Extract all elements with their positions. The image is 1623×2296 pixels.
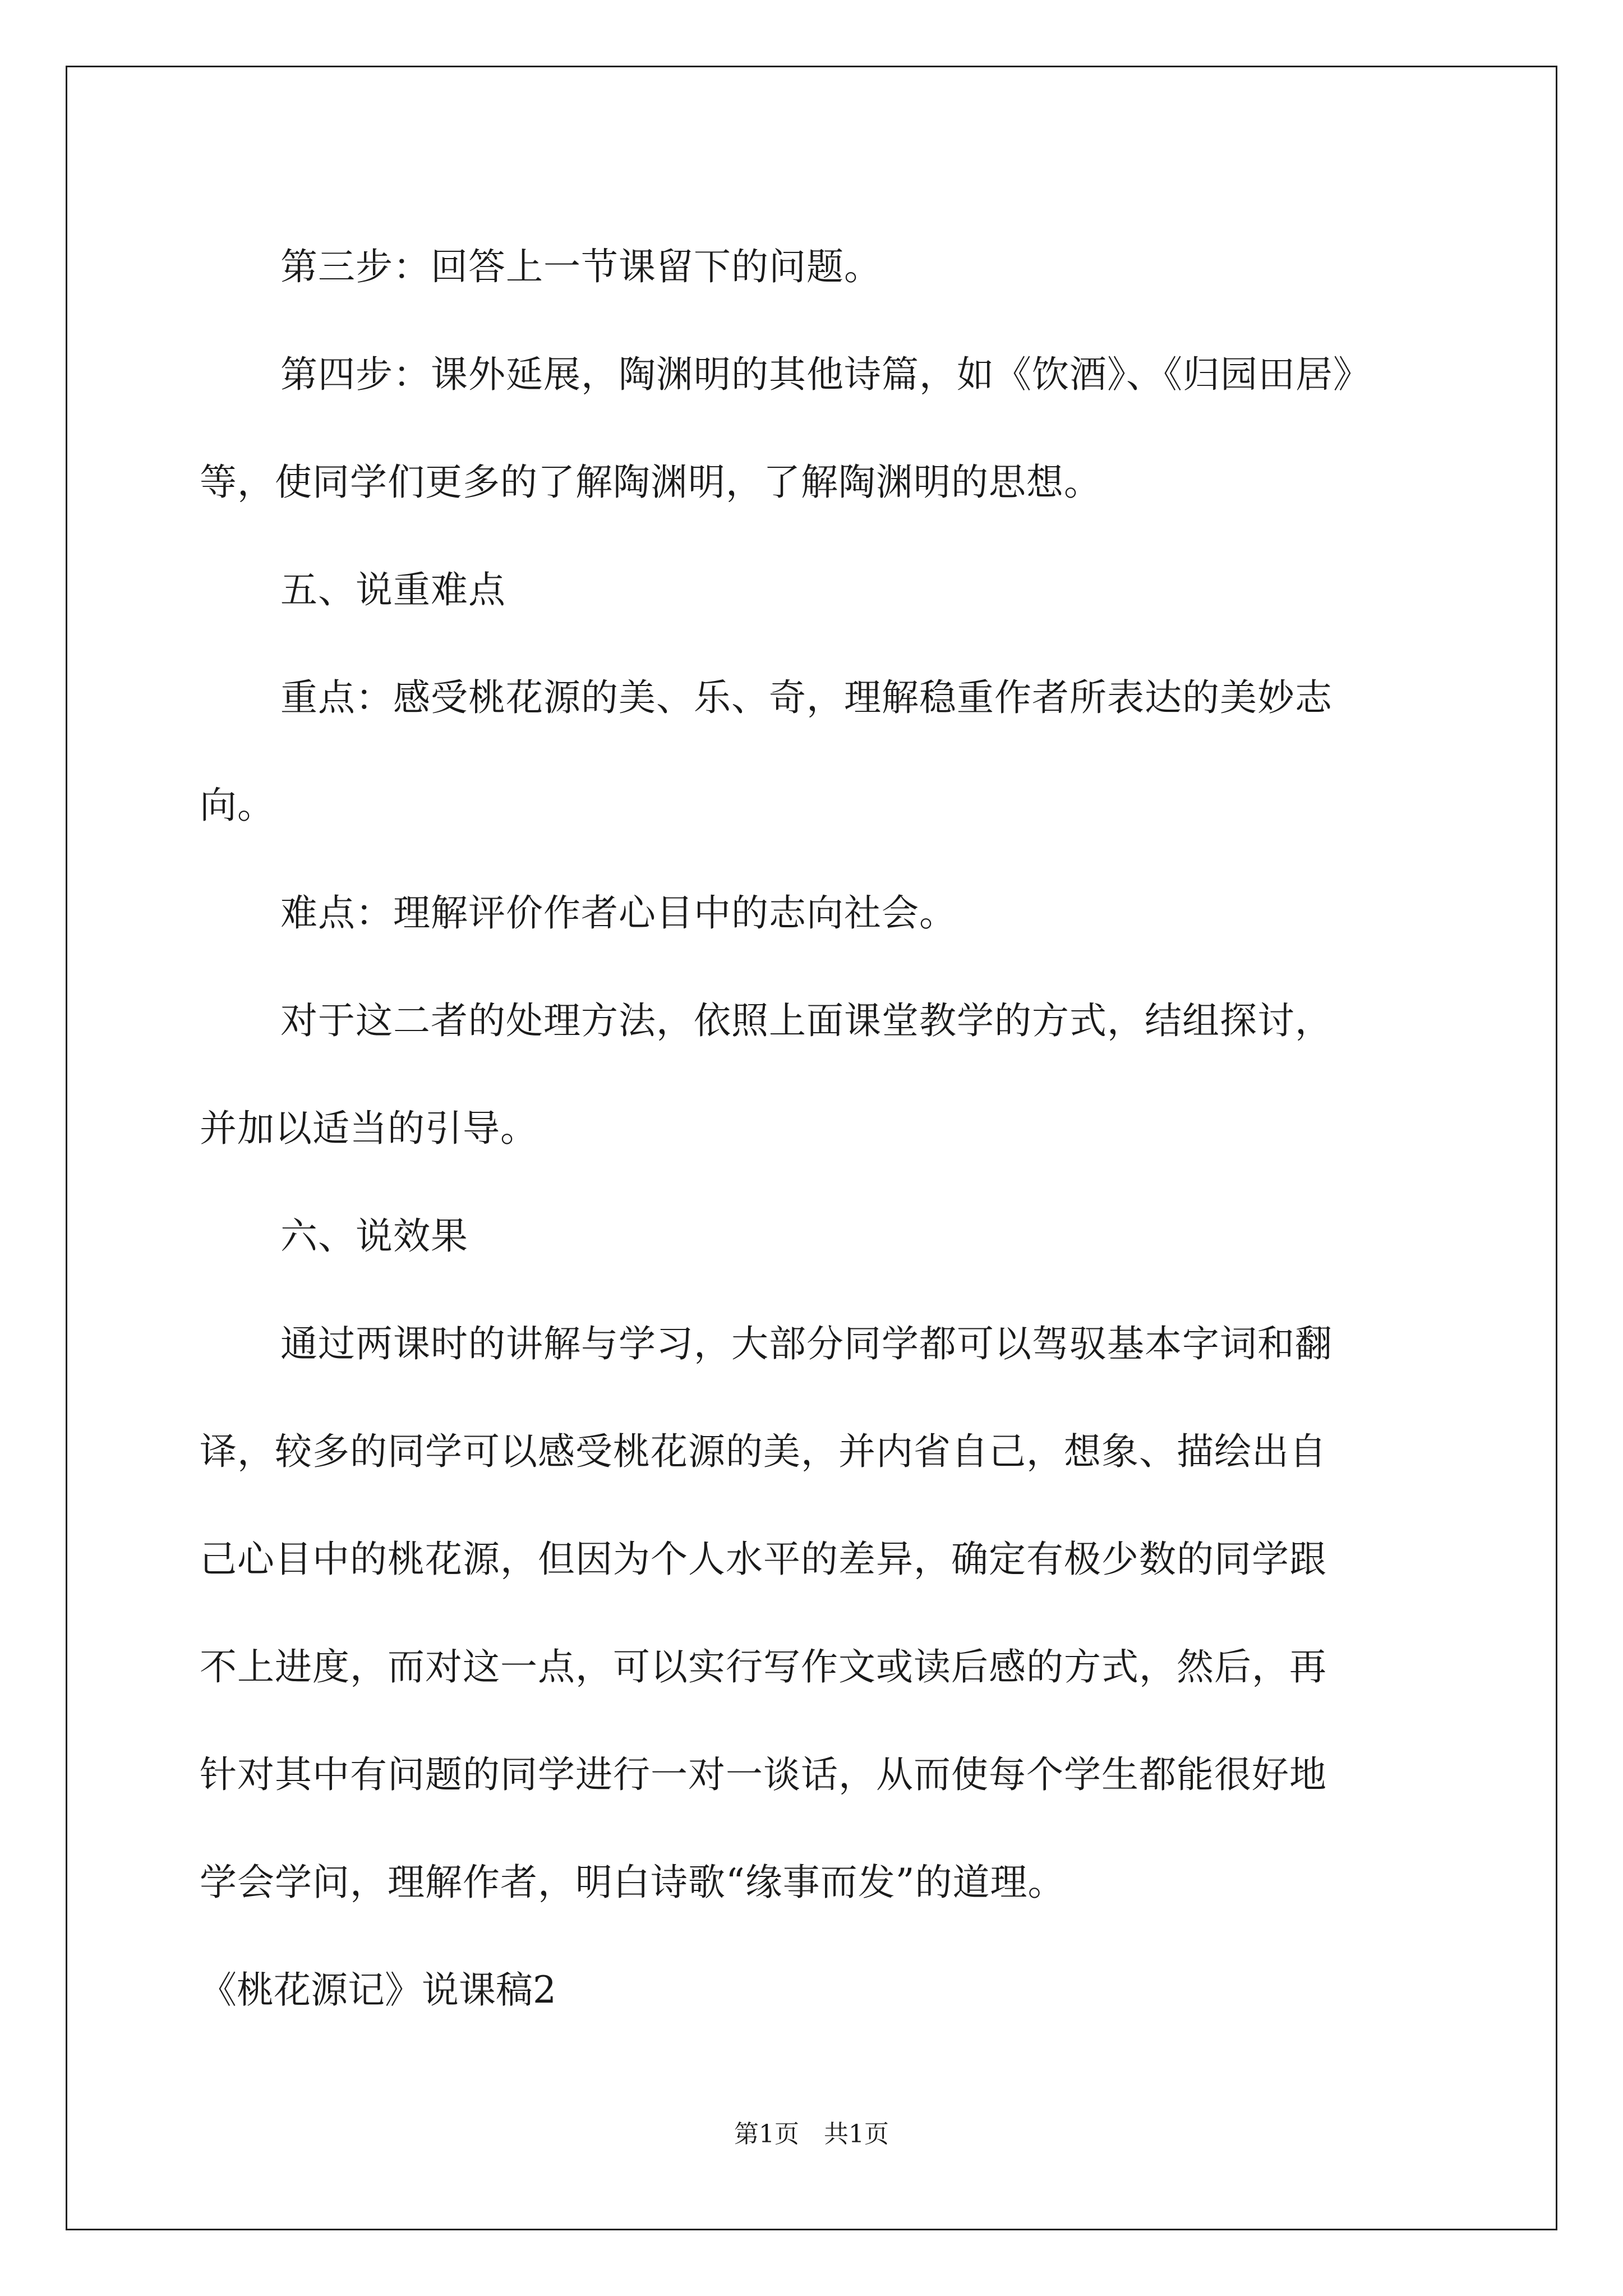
heading-effect: [200, 1182, 1428, 1290]
page-number-footer: 第1页 共1页: [734, 2120, 889, 2148]
text-line: 第三步：回答上一节课留下的问题。: [280, 245, 882, 288]
paragraph-key-point: [200, 644, 1428, 859]
paragraph-difficulty: [200, 859, 1428, 967]
text-line: 重点：感受桃花源的美、乐、奇，理解稳重作者所表达的美妙志: [280, 676, 1332, 719]
text-line: 第四步：课外延展，陶渊明的其他诗篇，如《饮酒》、《归园田居》: [280, 353, 1371, 396]
text-line: 对于这二者的处理方法，依照上面课堂教学的方式，结组探讨，: [280, 999, 1332, 1042]
text-line: 不上进度，而对这一点，可以实行写作文或读后感的方式，然后，再: [200, 1645, 1327, 1688]
text-line: 并加以适当的引导。: [200, 1107, 538, 1150]
text-line: 己心目中的桃花源，但因为个人水平的差异，确定有极少数的同学跟: [200, 1538, 1327, 1581]
paragraph-step-three: [200, 213, 1428, 321]
text-line: 向。: [200, 784, 275, 827]
text-line: 学会学问，理解作者，明白诗歌“缘事而发”的道理。: [200, 1861, 1066, 1904]
document-body: [200, 213, 1428, 2044]
text-line: 等，使同学们更多的了解陶渊明，了解陶渊明的思想。: [200, 461, 1101, 504]
document-section-title: 《桃花源记》说课稿2: [200, 1968, 556, 2012]
text-line: 难点：理解评价作者心目中的志向社会。: [280, 891, 957, 935]
paragraph-method: [200, 967, 1428, 1182]
text-line: 通过两课时的讲解与学习，大部分同学都可以驾驭基本字词和翻: [280, 1322, 1332, 1365]
heading-key-points: [200, 536, 1428, 644]
text-line: 译，较多的同学可以感受桃花源的美，并内省自己，想象、描绘出自: [200, 1430, 1327, 1473]
paragraph-step-four: [200, 321, 1428, 536]
section-heading: 六、说效果: [280, 1214, 468, 1258]
paragraph-effect: [200, 1290, 1428, 1936]
section-heading: 五、说重难点: [280, 568, 506, 611]
text-line: 针对其中有问题的同学进行一对一谈话，从而使每个学生都能很好地: [200, 1753, 1327, 1796]
